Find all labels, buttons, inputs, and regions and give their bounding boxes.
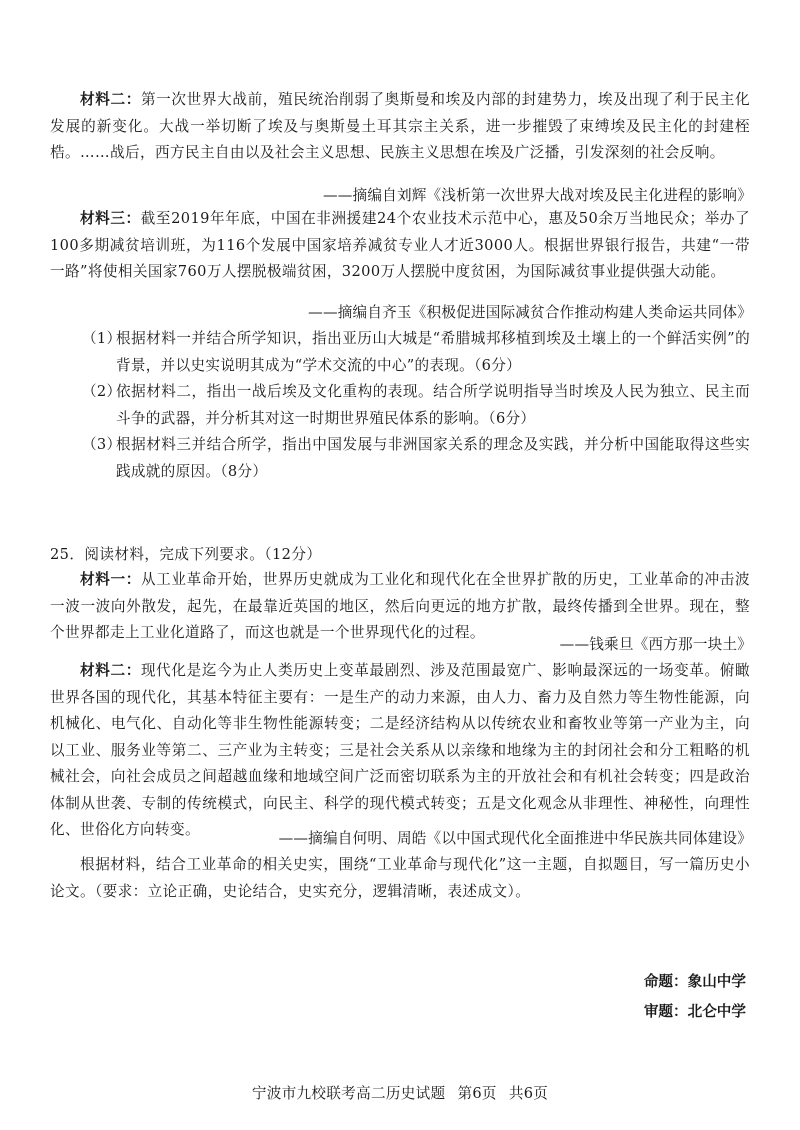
q25-material-1-source: ——钱乘旦《西方那一块土》: [559, 636, 752, 653]
q25-material-1-text: 从工业革命开始，世界历史就成为工业化和现代化在全世界扩散的历史，工业革命的冲击波一波一波向外散发，起先，在最靠近英国的地区，然后向更远的地方扩散，最终传播到全世界。现在，整个世界都走上工业化道路了，而这也就是一个世界现代化的过程。: [50, 571, 750, 641]
question-item: [82, 432, 750, 485]
question-number: （2）: [82, 383, 122, 400]
question-item: [82, 379, 750, 432]
proposer-credit: 命题：象山中学: [643, 973, 746, 990]
material-3-text: 截至2019年年底，中国在非洲援建24个农业技术示范中心，惠及50余万当地民众；举办了100多期减贫培训班，为116个发展中国家培养减贫专业人才近3000人。根据世界银行报告，共建“一带一路”将使相关国家760万人摆脱极端贫困，3200万人摆脱中度贫困，为国际减贫事业提供强大动能。: [50, 210, 750, 280]
material-2-text: 第一次世界大战前，殖民统治削弱了奥斯曼和埃及内部的封建势力，埃及出现了利于民主化发展的新变化。大战一举切断了埃及与奥斯曼土耳其宗主关系，进一步摧毁了束缚埃及民主化的封建桎梏。……战后，西方民主自由以及社会主义思想、民族主义思想在埃及广泛播，引发深刻的社会反响。: [50, 91, 750, 161]
footer-page-number: 第6页: [457, 1085, 497, 1102]
material-2-paragraph: [50, 87, 750, 167]
q25-material-1-label: 材料一：: [80, 571, 141, 588]
question-list: [82, 326, 750, 485]
question-number: （3）: [82, 436, 122, 453]
footer-total-pages: 共6页: [508, 1085, 549, 1102]
question-25-title: 25．阅读材料，完成下列要求。（12分）: [50, 546, 322, 563]
material-2-label: 材料二：: [80, 91, 141, 108]
material-2-source: ——摘编自刘辉《浅析第一次世界大战对埃及民主化进程的影响》: [322, 187, 752, 204]
credits: [644, 967, 746, 1027]
q25-material-2-label: 材料二：: [80, 662, 141, 679]
q25-task: 根据材料，结合工业革命的相关史实，围绕“工业革命与现代化”这一主题，自拟题目，写一篇历史小论文。（要求：立论正确，史论结合，史实充分，逻辑清晰，表述成文）。: [50, 856, 750, 900]
material-3-paragraph: [50, 206, 750, 286]
question-item: [82, 326, 750, 379]
page-footer: [0, 1082, 800, 1103]
material-3-source: ——摘编自齐玉《积极促进国际减贫合作推动构建人类命运共同体》: [308, 304, 752, 321]
q25-material-2-paragraph: [50, 658, 750, 844]
question-text: 依据材料二，指出一战后埃及文化重构的表现。结合所学说明指导当时埃及人民为独立、民主而斗争的武器，并分析其对这一时期世界殖民体系的影响。（6分）: [116, 383, 750, 427]
footer-exam-title: 宁波市九校联考高二历史试题: [251, 1085, 446, 1102]
question-text: 根据材料三并结合所学，指出中国发展与非洲国家关系的理念及实践，并分析中国能取得这些实践成就的原因。（8分）: [116, 436, 750, 480]
q25-material-2-text: 现代化是迄今为止人类历史上变革最剧烈、涉及范围最宽广、影响最深远的一场变革。俯瞰世界各国的现代化，其基本特征主要有：一是生产的动力来源，由人力、畜力及自然力等生物性能源，向机械化、电气化、自动化等非生物性能源转变；二是经济结构从以传统农业和畜牧业等第一产业为主，向以工业、服务业等第二、三产业为主转变；三是社会关系从以亲缘和地缘为主的封闭社会和分工粗略的机械社会，向社会成员之间超越血缘和地域空间广泛而密切联系为主的开放社会和有机社会转变；四是政治体制从世袭、专制的传统模式，向民主、科学的现代模式转变；五是文化观念从非理性、神秘性，向理性化、世俗化方向转变。: [50, 662, 750, 838]
question-number: （1）: [82, 330, 122, 347]
q25-material-2-source: ——摘编自何明、周皓《以中国式现代化全面推进中华民族共同体建设》: [278, 830, 752, 847]
material-3-label: 材料三：: [80, 210, 141, 227]
reviewer-credit: 审题：北仑中学: [643, 1003, 746, 1020]
question-text: 根据材料一并结合所学知识，指出亚历山大城是“希腊城邦移植到埃及土壤上的一个鲜活实例”的背景，并以史实说明其成为“学术交流的中心”的表现。（6分）: [116, 330, 750, 374]
